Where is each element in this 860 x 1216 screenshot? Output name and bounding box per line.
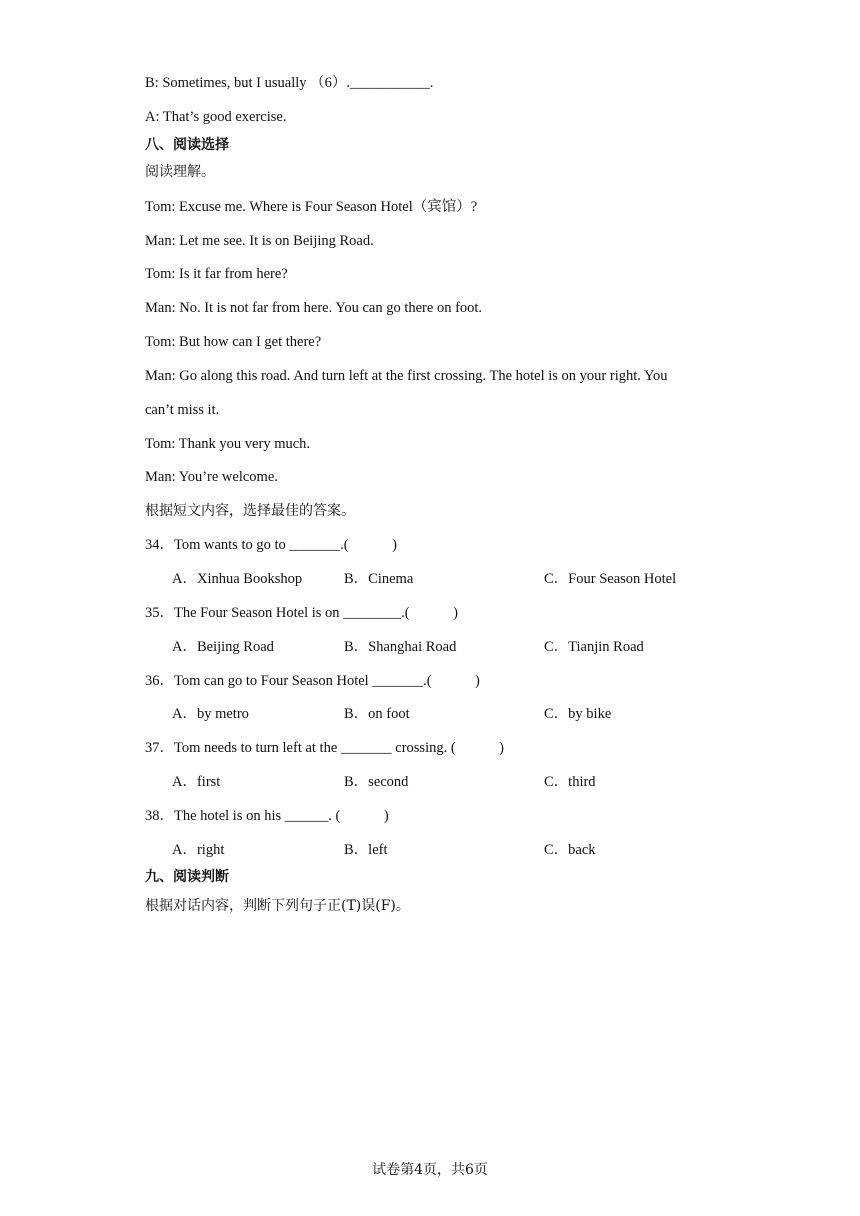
question-36-option-b[interactable]: B．on foot [344,706,410,722]
passage-line: Tom: Is it far from here? [145,266,288,282]
section-9-instruction: 根据对话内容，判断下列句子正(T)误(F)。 [145,898,410,914]
page-footer: 试卷第4页，共6页 [372,1162,488,1178]
question-34-stem: 34．Tom wants to go to _______.( ) [145,537,397,553]
question-38-option-a[interactable]: A．right [172,842,225,858]
question-36-option-a[interactable]: A．by metro [172,706,249,722]
question-36-option-c[interactable]: C．by bike [544,706,612,722]
question-37-stem: 37．Tom needs to turn left at the _______ crossing. ( ) [145,740,505,756]
section-8-instruction: 根据短文内容，选择最佳的答案。 [145,503,355,519]
question-34-option-b[interactable]: B．Cinema [344,571,414,587]
question-38-option-b[interactable]: B．left [344,842,388,858]
question-35-stem: 35．The Four Season Hotel is on ________.( ) [145,605,458,621]
question-36-stem: 36．Tom can go to Four Season Hotel _______.( ) [145,673,480,689]
question-38-option-c[interactable]: C．back [544,842,596,858]
passage-line: Tom: But how can I get there? [145,334,322,350]
passage-line: Man: No. It is not far from here. You can go there on foot. [145,300,483,316]
question-35-option-a[interactable]: A．Beijing Road [172,639,274,655]
question-34-option-c[interactable]: C．Four Season Hotel [544,571,677,587]
passage-line: can’t miss it. [145,402,220,418]
passage-line: Man: Let me see. It is on Beijing Road. [145,233,374,249]
question-37-option-a[interactable]: A．first [172,774,221,790]
question-37-option-c[interactable]: C．third [544,774,596,790]
section-8-heading: 八、阅读选择 [145,137,229,153]
section-8-subheading: 阅读理解。 [145,164,215,180]
dialogue-line-b: B: Sometimes, but I usually （6）.___________. [145,75,434,91]
question-37-option-b[interactable]: B．second [344,774,409,790]
passage-line: Tom: Thank you very much. [145,436,311,452]
question-35-option-b[interactable]: B．Shanghai Road [344,639,457,655]
passage-line: Man: Go along this road. And turn left at the first crossing. The hotel is on your right. You [145,368,668,384]
question-34-option-a[interactable]: A．Xinhua Bookshop [172,571,303,587]
dialogue-line-a: A: That’s good exercise. [145,109,287,125]
section-9-heading: 九、阅读判断 [145,869,229,885]
passage-line: Man: You’re welcome. [145,469,278,485]
question-38-stem: 38．The hotel is on his ______. ( ) [145,808,389,824]
question-35-option-c[interactable]: C．Tianjin Road [544,639,644,655]
passage-line: Tom: Excuse me. Where is Four Season Hotel（宾馆）? [145,199,478,215]
